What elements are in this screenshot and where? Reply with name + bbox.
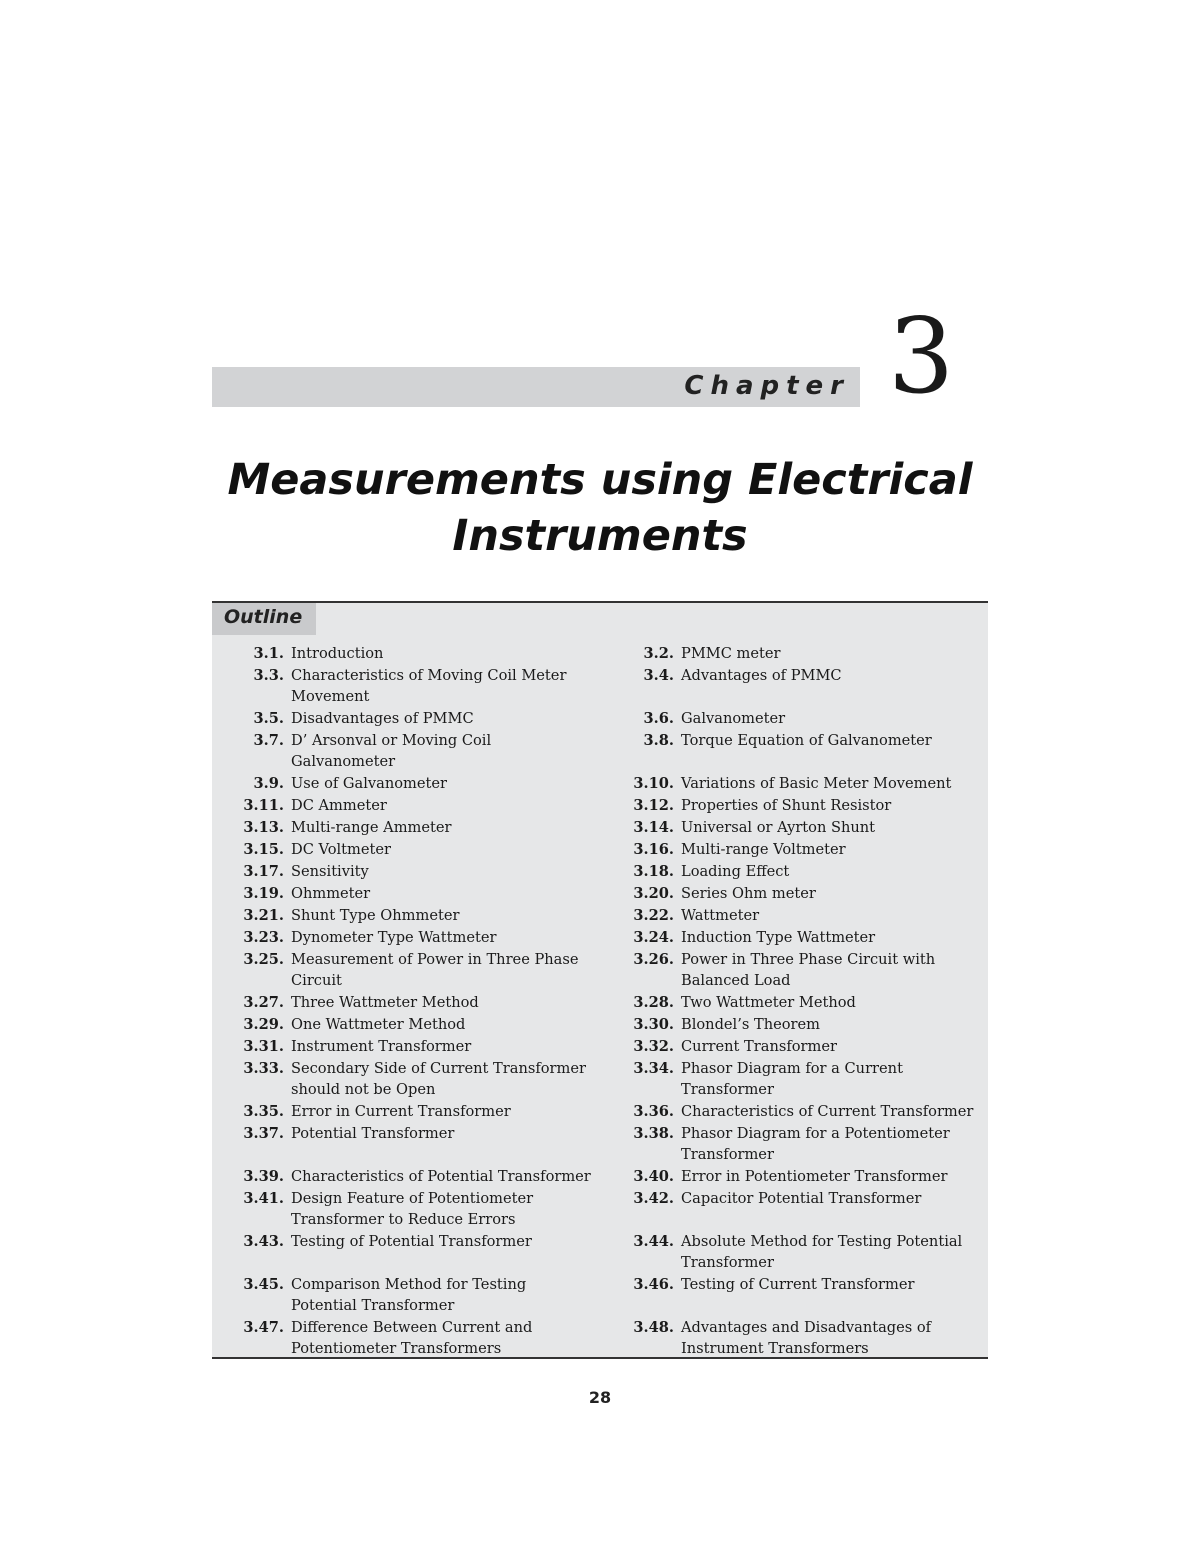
chapter-number: 3 xyxy=(888,295,955,417)
outline-item-number: 3.32. xyxy=(633,1038,674,1055)
outline-item xyxy=(212,1317,600,1359)
outline-row xyxy=(212,861,988,882)
outline-item-number: 3.15. xyxy=(243,841,284,858)
outline-item-number: 3.45. xyxy=(243,1276,284,1293)
outline-item-text: Characteristics of Potential Transformer xyxy=(291,1168,591,1185)
outline-item-text: Advantages of PMMC xyxy=(681,667,842,684)
outline-item-number: 3.27. xyxy=(243,994,284,1011)
outline-item-number: 3.25. xyxy=(243,951,284,968)
outline-item xyxy=(600,665,988,686)
outline-item-number: 3.44. xyxy=(633,1233,674,1250)
outline-item-number: 3.48. xyxy=(633,1319,674,1336)
outline-box xyxy=(212,601,988,1359)
outline-item-text: Induction Type Wattmeter xyxy=(681,929,876,946)
outline-row xyxy=(212,1166,988,1187)
outline-item-text: Disadvantages of PMMC xyxy=(291,710,474,727)
outline-item xyxy=(212,730,600,772)
outline-item-text: Properties of Shunt Resistor xyxy=(681,797,892,814)
outline-item xyxy=(212,861,600,882)
outline-item-number: 3.11. xyxy=(243,797,284,814)
outline-item-number: 3.1. xyxy=(253,645,284,662)
outline-item xyxy=(212,1231,600,1252)
outline-item-text: Testing of Potential Transformer xyxy=(291,1233,532,1250)
outline-item-text: Power in Three Phase Circuit with Balanced Load xyxy=(681,951,936,989)
outline-item-number: 3.18. xyxy=(633,863,674,880)
outline-item-text: Design Feature of Potentiometer Transformer to Reduce Errors xyxy=(291,1190,534,1228)
outline-item-number: 3.5. xyxy=(253,710,284,727)
outline-item xyxy=(600,927,988,948)
outline-item-text: Characteristics of Moving Coil Meter Movement xyxy=(291,667,567,705)
outline-item-text: Use of Galvanometer xyxy=(291,775,447,792)
outline-list xyxy=(212,643,988,1360)
outline-item-number: 3.33. xyxy=(243,1060,284,1077)
outline-item-text: Capacitor Potential Transformer xyxy=(681,1190,922,1207)
outline-item xyxy=(600,883,988,904)
outline-item-text: Characteristics of Current Transformer xyxy=(681,1103,974,1120)
outline-item-text: Galvanometer xyxy=(681,710,786,727)
outline-item-text: Comparison Method for Testing Potential Transformer xyxy=(291,1276,527,1314)
outline-item-number: 3.24. xyxy=(633,929,674,946)
outline-item xyxy=(212,927,600,948)
outline-item xyxy=(212,1101,600,1122)
outline-item-number: 3.26. xyxy=(633,951,674,968)
outline-item-text: DC Ammeter xyxy=(291,797,387,814)
outline-item-number: 3.16. xyxy=(633,841,674,858)
outline-item-text: Advantages and Disadvantages of Instrument Transformers xyxy=(681,1319,932,1357)
outline-item-number: 3.4. xyxy=(643,667,674,684)
outline-row xyxy=(212,1274,988,1316)
outline-item xyxy=(212,992,600,1013)
outline-item xyxy=(212,665,600,707)
outline-item xyxy=(212,1036,600,1057)
outline-item xyxy=(600,1058,988,1100)
chapter-bar xyxy=(212,367,860,407)
outline-item-text: Instrument Transformer xyxy=(291,1038,472,1055)
outline-item-number: 3.17. xyxy=(243,863,284,880)
outline-item xyxy=(600,1231,988,1273)
page-number: 28 xyxy=(588,1388,612,1407)
outline-item-number: 3.7. xyxy=(253,732,284,749)
outline-item xyxy=(212,1058,600,1100)
outline-item-text: D’ Arsonval or Moving Coil Galvanometer xyxy=(291,732,492,770)
outline-item xyxy=(600,949,988,991)
outline-item-text: Error in Current Transformer xyxy=(291,1103,511,1120)
outline-item-number: 3.3. xyxy=(253,667,284,684)
outline-item xyxy=(212,795,600,816)
outline-item xyxy=(212,839,600,860)
outline-item-number: 3.42. xyxy=(633,1190,674,1207)
outline-row xyxy=(212,795,988,816)
outline-item-number: 3.40. xyxy=(633,1168,674,1185)
outline-item-number: 3.31. xyxy=(243,1038,284,1055)
outline-item-text: Secondary Side of Current Transformer should not be Open xyxy=(291,1060,586,1098)
outline-item xyxy=(600,1188,988,1209)
outline-item-text: Phasor Diagram for a Potentiometer Transformer xyxy=(681,1125,950,1163)
outline-item xyxy=(600,861,988,882)
outline-item-text: One Wattmeter Method xyxy=(291,1016,466,1033)
outline-item-text: Current Transformer xyxy=(681,1038,837,1055)
outline-item xyxy=(212,883,600,904)
outline-item xyxy=(600,992,988,1013)
outline-item-text: Universal or Ayrton Shunt xyxy=(681,819,876,836)
outline-row xyxy=(212,708,988,729)
outline-item-text: Testing of Current Transformer xyxy=(681,1276,915,1293)
outline-item xyxy=(600,773,988,794)
outline-item xyxy=(212,708,600,729)
outline-row xyxy=(212,730,988,772)
outline-item-number: 3.9. xyxy=(253,775,284,792)
outline-item-text: Variations of Basic Meter Movement xyxy=(681,775,952,792)
outline-item-number: 3.36. xyxy=(633,1103,674,1120)
outline-row xyxy=(212,1123,988,1165)
outline-item-text: Two Wattmeter Method xyxy=(681,994,856,1011)
outline-item-text: Blondel’s Theorem xyxy=(681,1016,820,1033)
outline-item-text: Series Ohm meter xyxy=(681,885,816,902)
outline-item-number: 3.38. xyxy=(633,1125,674,1142)
outline-item xyxy=(212,1166,600,1187)
outline-item xyxy=(212,1188,600,1230)
outline-item xyxy=(600,1274,988,1295)
outline-item-text: Phasor Diagram for a Current Transformer xyxy=(681,1060,903,1098)
outline-item-number: 3.6. xyxy=(643,710,674,727)
outline-row xyxy=(212,1036,988,1057)
outline-item-number: 3.29. xyxy=(243,1016,284,1033)
outline-item-text: Wattmeter xyxy=(681,907,760,924)
outline-item xyxy=(600,1317,988,1359)
outline-item xyxy=(212,1274,600,1316)
outline-tab xyxy=(212,603,316,635)
outline-item-text: Potential Transformer xyxy=(291,1125,455,1142)
chapter-title xyxy=(200,452,1000,564)
outline-item xyxy=(600,905,988,926)
outline-item-number: 3.19. xyxy=(243,885,284,902)
outline-item-text: Difference Between Current and Potentiometer Transformers xyxy=(291,1319,533,1357)
outline-row xyxy=(212,839,988,860)
outline-item-text: DC Voltmeter xyxy=(291,841,391,858)
chapter-title-line-2: Instruments xyxy=(452,511,748,561)
outline-item xyxy=(600,795,988,816)
outline-item-number: 3.30. xyxy=(633,1016,674,1033)
outline-item-number: 3.43. xyxy=(243,1233,284,1250)
outline-item xyxy=(212,1014,600,1035)
outline-item-number: 3.23. xyxy=(243,929,284,946)
outline-item-text: Three Wattmeter Method xyxy=(291,994,479,1011)
outline-item xyxy=(212,1123,600,1144)
outline-item xyxy=(600,839,988,860)
outline-row xyxy=(212,927,988,948)
outline-item-number: 3.39. xyxy=(243,1168,284,1185)
outline-item xyxy=(600,643,988,664)
outline-item-number: 3.37. xyxy=(243,1125,284,1142)
outline-item-number: 3.20. xyxy=(633,885,674,902)
outline-item xyxy=(212,817,600,838)
outline-item-text: Ohmmeter xyxy=(291,885,371,902)
outline-item xyxy=(212,905,600,926)
outline-item-text: Error in Potentiometer Transformer xyxy=(681,1168,948,1185)
outline-item xyxy=(600,1014,988,1035)
outline-item-number: 3.47. xyxy=(243,1319,284,1336)
outline-item xyxy=(600,1036,988,1057)
outline-item xyxy=(600,817,988,838)
outline-item-text: PMMC meter xyxy=(681,645,781,662)
outline-heading: Outline xyxy=(224,606,303,628)
outline-item xyxy=(600,730,988,751)
outline-item-text: Loading Effect xyxy=(681,863,790,880)
outline-row xyxy=(212,992,988,1013)
outline-row xyxy=(212,817,988,838)
outline-item xyxy=(600,708,988,729)
outline-row xyxy=(212,665,988,707)
outline-row xyxy=(212,1188,988,1230)
outline-item xyxy=(600,1123,988,1165)
outline-row xyxy=(212,643,988,664)
outline-item-number: 3.13. xyxy=(243,819,284,836)
outline-item-number: 3.21. xyxy=(243,907,284,924)
outline-row xyxy=(212,773,988,794)
outline-item-text: Sensitivity xyxy=(291,863,369,880)
outline-row xyxy=(212,883,988,904)
outline-item-number: 3.8. xyxy=(643,732,674,749)
chapter-label: Chapter xyxy=(684,371,850,401)
outline-item xyxy=(212,773,600,794)
outline-item xyxy=(600,1166,988,1187)
outline-item-text: Torque Equation of Galvanometer xyxy=(681,732,932,749)
outline-item xyxy=(212,949,600,991)
outline-item-text: Introduction xyxy=(291,645,384,662)
outline-row xyxy=(212,1317,988,1359)
outline-row xyxy=(212,1231,988,1273)
outline-row xyxy=(212,905,988,926)
outline-row xyxy=(212,949,988,991)
outline-item xyxy=(212,643,600,664)
outline-row xyxy=(212,1014,988,1035)
outline-item-number: 3.35. xyxy=(243,1103,284,1120)
outline-item xyxy=(600,1101,988,1122)
outline-item-text: Dynometer Type Wattmeter xyxy=(291,929,497,946)
outline-item-text: Multi-range Voltmeter xyxy=(681,841,846,858)
outline-row xyxy=(212,1058,988,1100)
outline-item-number: 3.10. xyxy=(633,775,674,792)
outline-item-text: Measurement of Power in Three Phase Circuit xyxy=(291,951,579,989)
outline-row xyxy=(212,1101,988,1122)
outline-item-number: 3.46. xyxy=(633,1276,674,1293)
outline-item-number: 3.34. xyxy=(633,1060,674,1077)
outline-item-number: 3.28. xyxy=(633,994,674,1011)
outline-item-number: 3.12. xyxy=(633,797,674,814)
outline-item-number: 3.14. xyxy=(633,819,674,836)
outline-item-text: Absolute Method for Testing Potential Transformer xyxy=(681,1233,963,1271)
outline-item-text: Shunt Type Ohmmeter xyxy=(291,907,460,924)
outline-item-number: 3.41. xyxy=(243,1190,284,1207)
outline-item-text: Multi-range Ammeter xyxy=(291,819,452,836)
chapter-title-line-1: Measurements using Electrical xyxy=(227,455,973,505)
outline-item-number: 3.2. xyxy=(643,645,674,662)
outline-item-number: 3.22. xyxy=(633,907,674,924)
